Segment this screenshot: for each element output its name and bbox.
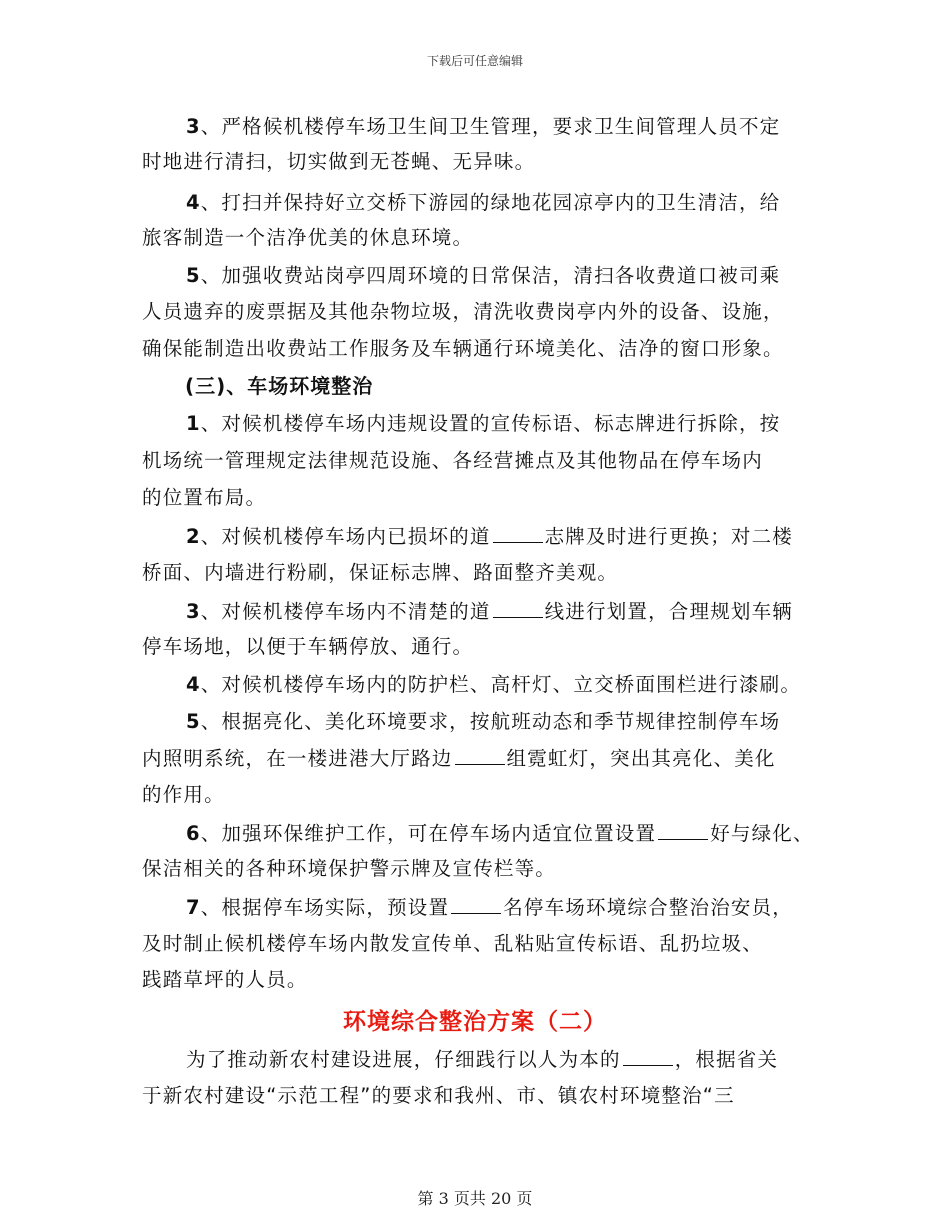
page-number: 第 3 页共 20 页 — [417, 1189, 533, 1208]
list-item-b6-line2: 保洁相关的各种环境保护警示牌及宣传栏等。 — [142, 857, 557, 880]
list-item-b5-line1: 5、根据亮化、美化环境要求，按航班动态和季节规律控制停车场 — [186, 710, 781, 733]
list-item-b2-line2: 桥面、内墙进行粉刷，保证标志牌、路面整齐美观。 — [142, 561, 619, 584]
intro-paragraph-line1: 为了推动新农村建设进展，仔细践行以人为本的 ，根据省关 — [186, 1045, 778, 1074]
list-item-b7-line3: 践踏草坪的人员。 — [142, 968, 308, 991]
list-item-b6-line1: 6、加强环保维护工作，可在停车场内适宜位置设置 好与绿化、 — [186, 819, 814, 848]
list-item-b7-line1: 7、根据停车场实际，预设置 名停车场环境综合整治治安员， — [186, 893, 793, 922]
list-item-a3-line2: 时地进行清扫，切实做到无苍蝇、无异味。 — [142, 150, 536, 173]
list-item-b5-line2: 内照明系统，在一楼进港大厅路边 组霓虹灯，突出其亮化、美化 — [142, 744, 776, 773]
list-item-a5-line3: 确保能制造出收费站工作服务及车辆通行环境美化、洁净的窗口形象。 — [142, 337, 784, 360]
list-item-a4-line2: 旅客制造一个洁净优美的休息环境。 — [142, 226, 474, 249]
fill-blank — [493, 597, 543, 618]
fill-blank — [493, 522, 543, 543]
list-item-b1-line2: 机场统一管理规定法律规范设施、各经营摊点及其他物品在停车场内 — [142, 449, 764, 472]
list-item-b4-line1: 4、对候机楼停车场内的防护栏、高杆灯、立交桥面围栏进行漆刷。 — [186, 673, 802, 696]
list-item-a3-line1: 3、严格候机楼停车场卫生间卫生管理，要求卫生间管理人员不定 — [186, 115, 781, 138]
fill-blank — [455, 744, 505, 765]
list-item-b1-line3: 的位置布局。 — [142, 486, 267, 509]
list-item-b7-line2: 及时制止候机楼停车场内散发宣传单、乱粘贴宣传标语、乱扔垃圾、 — [142, 932, 764, 955]
page-header-note: 下载后可任意编辑 — [426, 54, 523, 68]
fill-blank — [658, 819, 708, 840]
section-heading: (三)、车场环境整治 — [185, 374, 374, 398]
intro-paragraph-line2: 于新农村建设“示范工程”的要求和我州、市、镇农村环境整治“三 — [142, 1084, 735, 1107]
list-item-a5-line2: 人员遗弃的废票据及其他杂物垃圾，清洗收费岗亭内外的设备、设施， — [142, 300, 784, 323]
fill-blank — [623, 1045, 673, 1066]
list-item-a4-line1: 4、打扫并保持好立交桥下游园的绿地花园凉亭内的卫生清洁，给 — [186, 191, 781, 214]
list-item-b2-line1: 2、对候机楼停车场内已损坏的道 志牌及时进行更换；对二楼 — [186, 522, 793, 551]
list-item-b5-line3: 的作用。 — [142, 783, 225, 806]
list-item-b3-line2: 停车场地，以便于车辆停放、通行。 — [142, 635, 474, 658]
section-title-2: 环境综合整治方案（二） — [343, 1009, 607, 1035]
list-item-a5-line1: 5、加强收费站岗亭四周环境的日常保洁，清扫各收费道口被司乘 — [186, 264, 781, 287]
list-item-b1-line1: 1、对候机楼停车场内违规设置的宣传标语、标志牌进行拆除，按 — [186, 412, 781, 435]
fill-blank — [451, 893, 501, 914]
list-item-b3-line1: 3、对候机楼停车场内不清楚的道 线进行划置，合理规划车辆 — [186, 597, 793, 626]
